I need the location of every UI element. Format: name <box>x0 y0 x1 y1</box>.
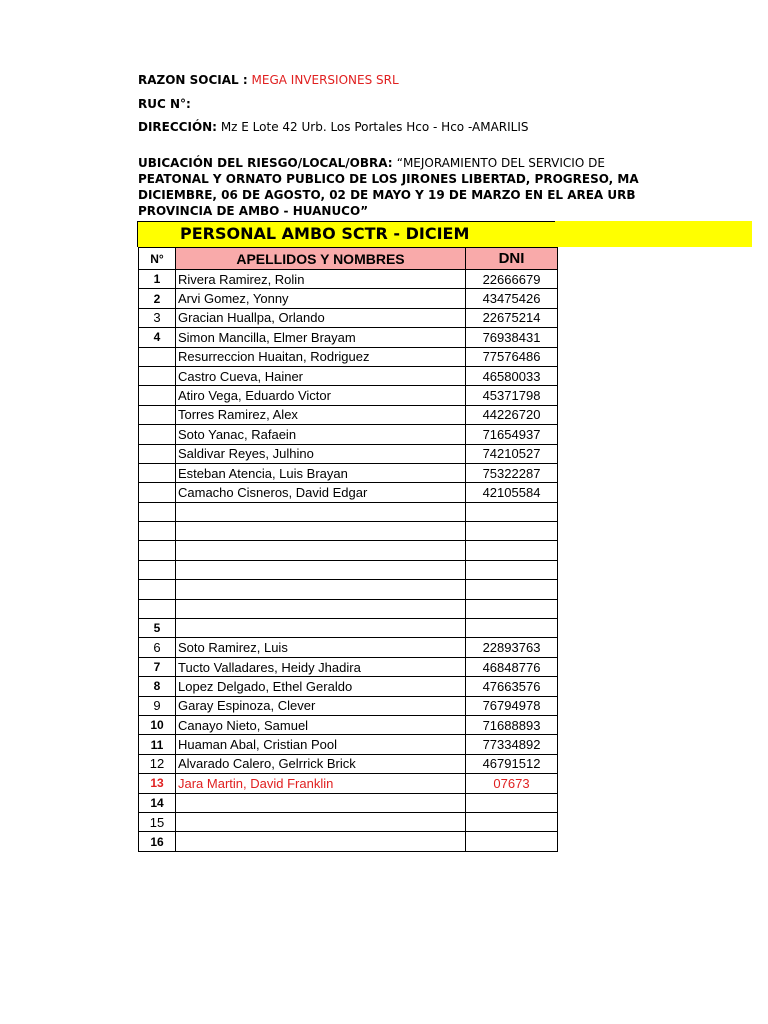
ubicacion-label: UBICACIÓN DEL RIESGO/LOCAL/OBRA: <box>138 156 393 170</box>
row-dni: 22666679 <box>466 270 558 289</box>
row-name: Camacho Cisneros, David Edgar <box>176 483 466 502</box>
row-number <box>139 425 176 444</box>
row-number: 10 <box>139 715 176 734</box>
table-row <box>139 619 558 638</box>
table-row <box>139 483 558 502</box>
row-dni <box>466 560 558 579</box>
row-name: Jara Martin, David Franklin <box>176 774 466 793</box>
row-dni: 77576486 <box>466 347 558 366</box>
row-dni: 42105584 <box>466 483 558 502</box>
table-row <box>139 347 558 366</box>
ruc-label: RUC N°: <box>138 97 191 111</box>
ubicacion-line4: PROVINCIA DE AMBO - HUANUCO” <box>138 204 369 218</box>
row-number <box>139 483 176 502</box>
direccion-value: Mz E Lote 42 Urb. Los Portales Hco - Hco -AMARILIS <box>220 120 529 134</box>
razon-social-line <box>138 73 399 87</box>
row-name <box>176 832 466 851</box>
row-name: Esteban Atencia, Luis Brayan <box>176 463 466 482</box>
table-row <box>139 289 558 308</box>
ubicacion-line3: DICIEMBRE, 06 DE AGOSTO, 02 DE MAYO Y 19 DE MARZO EN EL AREA URB <box>138 188 636 202</box>
row-number <box>139 599 176 618</box>
row-name: Garay Espinoza, Clever <box>176 696 466 715</box>
row-dni: 43475426 <box>466 289 558 308</box>
row-dni: 74210527 <box>466 444 558 463</box>
row-name: Castro Cueva, Hainer <box>176 366 466 385</box>
table-row <box>139 308 558 327</box>
row-number <box>139 580 176 599</box>
table-row <box>139 793 558 812</box>
table-row <box>139 502 558 521</box>
table-row <box>139 463 558 482</box>
row-number: 11 <box>139 735 176 754</box>
table-row <box>139 386 558 405</box>
row-dni <box>466 812 558 831</box>
row-name: Soto Ramirez, Luis <box>176 638 466 657</box>
row-dni: 44226720 <box>466 405 558 424</box>
row-name <box>176 541 466 560</box>
row-name: Huaman Abal, Cristian Pool <box>176 735 466 754</box>
row-number <box>139 463 176 482</box>
direccion-line <box>138 120 529 134</box>
table-row <box>139 366 558 385</box>
table-title: PERSONAL AMBO SCTR - DICIEM <box>180 224 470 243</box>
ruc-line <box>138 97 191 111</box>
row-dni <box>466 793 558 812</box>
table-row <box>139 425 558 444</box>
row-number <box>139 366 176 385</box>
row-number: 15 <box>139 812 176 831</box>
row-dni: 76938431 <box>466 328 558 347</box>
table-row <box>139 638 558 657</box>
row-number: 14 <box>139 793 176 812</box>
personnel-table <box>138 247 558 852</box>
table-row <box>139 696 558 715</box>
direccion-label: DIRECCIÓN: <box>138 120 217 134</box>
row-name: Soto Yanac, Rafaein <box>176 425 466 444</box>
row-dni <box>466 541 558 560</box>
row-number: 13 <box>139 774 176 793</box>
row-number <box>139 386 176 405</box>
row-number <box>139 444 176 463</box>
table-row <box>139 522 558 541</box>
table-row <box>139 735 558 754</box>
row-name: Arvi Gomez, Yonny <box>176 289 466 308</box>
table-row <box>139 715 558 734</box>
table-row <box>139 541 558 560</box>
row-number: 5 <box>139 619 176 638</box>
row-name <box>176 522 466 541</box>
row-dni: 46791512 <box>466 754 558 773</box>
row-name: Torres Ramirez, Alex <box>176 405 466 424</box>
razon-social-value: MEGA INVERSIONES SRL <box>251 73 399 87</box>
table-header-row <box>139 248 558 270</box>
row-number: 2 <box>139 289 176 308</box>
row-name: Tucto Valladares, Heidy Jhadira <box>176 657 466 676</box>
table-row <box>139 328 558 347</box>
row-dni: 46848776 <box>466 657 558 676</box>
row-name <box>176 502 466 521</box>
row-dni <box>466 502 558 521</box>
col-name-header: APELLIDOS Y NOMBRES <box>176 248 466 270</box>
table-row <box>139 657 558 676</box>
row-name: Rivera Ramirez, Rolin <box>176 270 466 289</box>
row-name: Saldivar Reyes, Julhino <box>176 444 466 463</box>
row-dni <box>466 522 558 541</box>
row-name: Atiro Vega, Eduardo Victor <box>176 386 466 405</box>
col-dni-header: DNI <box>466 248 558 270</box>
row-name <box>176 599 466 618</box>
row-name: Gracian Huallpa, Orlando <box>176 308 466 327</box>
row-name <box>176 560 466 579</box>
table-row <box>139 270 558 289</box>
table-row <box>139 580 558 599</box>
row-name: Resurreccion Huaitan, Rodriguez <box>176 347 466 366</box>
row-dni: 07673 <box>466 774 558 793</box>
row-number: 9 <box>139 696 176 715</box>
row-number: 12 <box>139 754 176 773</box>
row-dni <box>466 832 558 851</box>
table-row <box>139 754 558 773</box>
row-number: 7 <box>139 657 176 676</box>
row-name: Alvarado Calero, Gelrrick Brick <box>176 754 466 773</box>
row-dni <box>466 619 558 638</box>
row-number <box>139 405 176 424</box>
row-dni: 71688893 <box>466 715 558 734</box>
row-number: 6 <box>139 638 176 657</box>
row-number: 4 <box>139 328 176 347</box>
ubicacion-line1: “MEJORAMIENTO DEL SERVICIO DE <box>396 156 605 170</box>
row-name: Canayo Nieto, Samuel <box>176 715 466 734</box>
row-dni: 47663576 <box>466 677 558 696</box>
row-number: 8 <box>139 677 176 696</box>
ubicacion-line2: PEATONAL Y ORNATO PUBLICO DE LOS JIRONES LIBERTAD, PROGRESO, MA <box>138 172 639 186</box>
row-dni <box>466 599 558 618</box>
row-number <box>139 560 176 579</box>
row-name <box>176 812 466 831</box>
row-number <box>139 541 176 560</box>
table-row <box>139 832 558 851</box>
ubicacion-block <box>138 155 639 219</box>
col-number-header: N° <box>139 248 176 270</box>
row-dni: 71654937 <box>466 425 558 444</box>
table-row <box>139 444 558 463</box>
row-number: 1 <box>139 270 176 289</box>
row-name: Lopez Delgado, Ethel Geraldo <box>176 677 466 696</box>
row-dni <box>466 580 558 599</box>
table-row <box>139 812 558 831</box>
row-number: 16 <box>139 832 176 851</box>
row-number <box>139 502 176 521</box>
row-dni: 22675214 <box>466 308 558 327</box>
row-dni: 46580033 <box>466 366 558 385</box>
row-number <box>139 522 176 541</box>
row-dni: 22893763 <box>466 638 558 657</box>
row-dni: 75322287 <box>466 463 558 482</box>
row-dni: 77334892 <box>466 735 558 754</box>
table-row <box>139 405 558 424</box>
row-number: 3 <box>139 308 176 327</box>
row-dni: 76794978 <box>466 696 558 715</box>
row-number <box>139 347 176 366</box>
table-row <box>139 677 558 696</box>
row-name: Simon Mancilla, Elmer Brayam <box>176 328 466 347</box>
table-row <box>139 599 558 618</box>
row-name <box>176 619 466 638</box>
table-row <box>139 774 558 793</box>
razon-social-label: RAZON SOCIAL : <box>138 73 248 87</box>
table-row <box>139 560 558 579</box>
row-name <box>176 793 466 812</box>
row-name <box>176 580 466 599</box>
row-dni: 45371798 <box>466 386 558 405</box>
